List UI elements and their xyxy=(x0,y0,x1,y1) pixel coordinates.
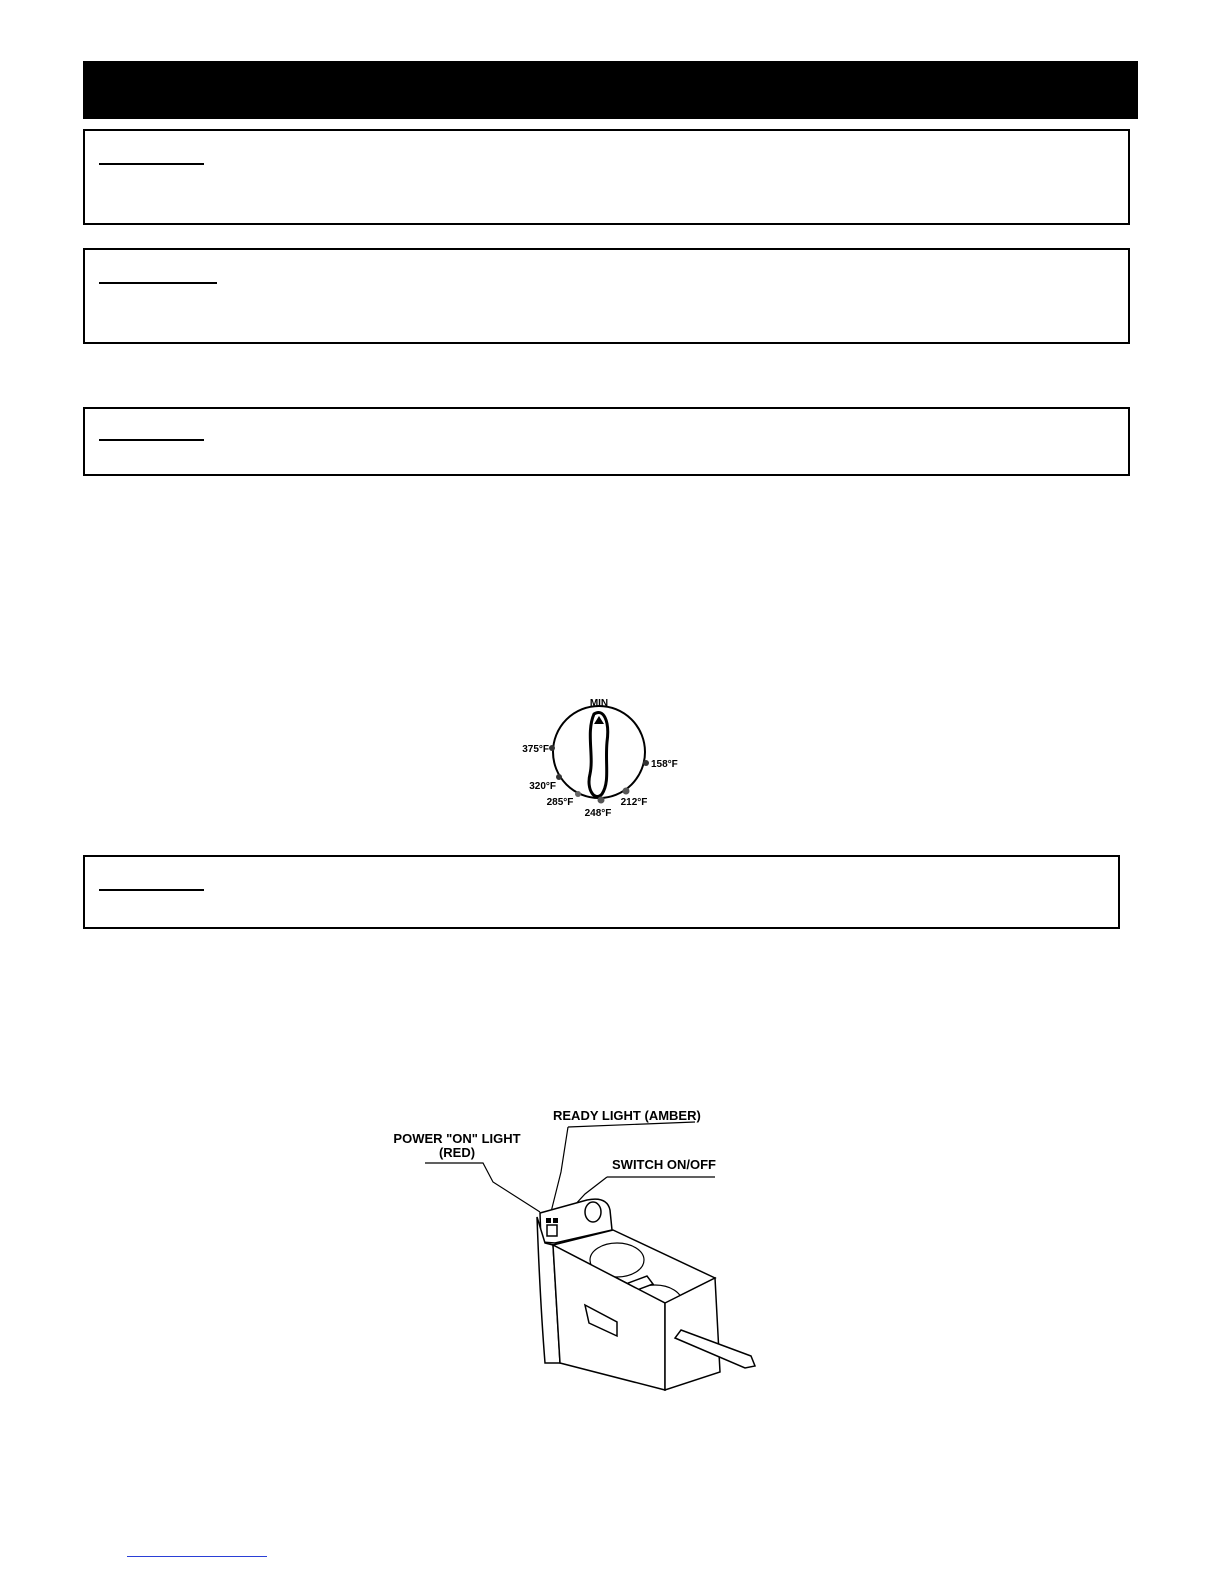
ready-light-icon xyxy=(553,1218,558,1223)
dial-dot-158 xyxy=(643,760,649,766)
switch-icon xyxy=(547,1225,557,1236)
dial-setting-158: 158°F xyxy=(651,759,678,770)
dial-knob-grip xyxy=(589,712,608,796)
callout-ready-light: READY LIGHT (AMBER) xyxy=(553,1108,701,1123)
note-box-3 xyxy=(83,407,1130,476)
dial-setting-285: 285°F xyxy=(546,797,574,808)
note-heading-underline xyxy=(99,163,204,165)
dial-dot-285 xyxy=(575,791,581,797)
footer-link-underline[interactable] xyxy=(127,1556,267,1557)
note-box-1 xyxy=(83,129,1130,225)
dial-setting-248: 248°F xyxy=(584,808,612,819)
callout-power-light: POWER "ON" LIGHT xyxy=(393,1131,521,1146)
note-box-4 xyxy=(83,855,1120,929)
deep-fryer-figure xyxy=(385,1100,765,1410)
note-heading-underline xyxy=(99,282,217,284)
dial-setting-320: 320°F xyxy=(529,781,556,792)
dial-setting-375: 375°F xyxy=(522,744,549,755)
dial-dot-320 xyxy=(556,774,562,780)
note-heading-underline xyxy=(99,889,204,891)
dial-dot-375 xyxy=(549,745,555,751)
temperature-dial-figure xyxy=(510,690,700,825)
thermostat-knob-icon xyxy=(585,1202,601,1222)
note-box-2 xyxy=(83,248,1130,344)
power-light-icon xyxy=(546,1218,551,1223)
dial-dot-248 xyxy=(598,797,605,804)
callout-switch: SWITCH ON/OFF xyxy=(612,1157,716,1172)
dial-dot-212 xyxy=(623,788,630,795)
dial-min-label: MIN xyxy=(589,698,609,709)
dial-setting-212: 212°F xyxy=(620,797,648,808)
note-heading-underline xyxy=(99,439,204,441)
callout-power-light-color: (RED) xyxy=(438,1145,476,1160)
section-header-bar xyxy=(83,61,1138,119)
